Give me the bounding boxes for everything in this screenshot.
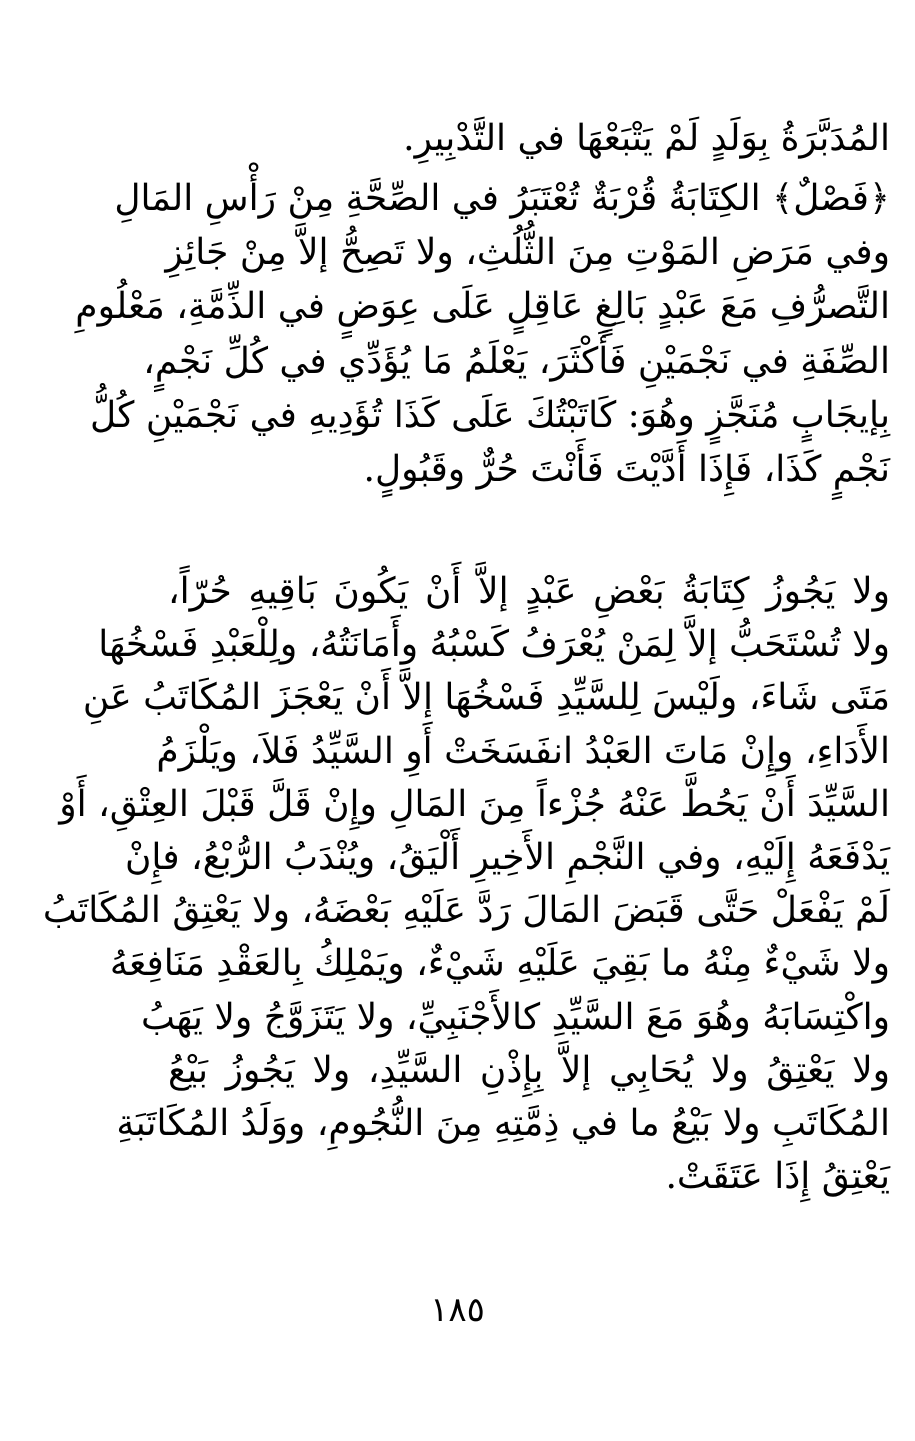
- text-line: التَّصرُّفِ مَعَ عَبْدٍ بَالِغٍ عَاقِلٍ عَلَى عِوَضٍ في الذِّمَّةِ، مَعْلُومِ: [75, 286, 890, 328]
- text-line: ولا يَعْتِقُ ولا يُحَابِي إلاَّ بِإِذْنِ السَّيِّدِ، ولا يَجُوزُ بَيْعُ: [168, 1049, 890, 1091]
- text-line: يَدْفَعَهُ إِلَيْهِ، وفي النَّجْمِ الأَخِيرِ أَلْيَقُ، ويُنْدَبُ الرُّبْعُ، فإِنْ: [124, 836, 890, 878]
- paragraph-rulings: [42, 565, 890, 1203]
- text-line: مَتَى شَاءَ، ولَيْسَ لِلسَّيِّدِ فَسْخُهَا إلاَّ أَنْ يَعْجَزَ المُكَاتَبُ عَنِ: [82, 677, 890, 719]
- text-line: لَمْ يَفْعَلْ حَتَّى قَبَضَ المَالَ رَدَّ عَلَيْهِ بَعْضَهُ، ولا يَعْتِقُ المُكَاتَبُ: [42, 890, 890, 932]
- text-line: المُكَاتَبِ ولا بَيْعُ ما في ذِمَّتِهِ مِنَ النُّجُومِ، ووَلَدُ المُكَاتَبَةِ: [116, 1102, 890, 1144]
- text-line: الأَدَاءِ، وإِنْ مَاتَ العَبْدُ انفَسَخَتْ أَوِ السَّيِّدُ فَلاَ، ويَلْزَمُ: [156, 730, 890, 772]
- text-line: يَعْتِقُ إِذَا عَتَقَتْ.: [665, 1156, 890, 1198]
- paragraph-continuation: [168, 112, 890, 166]
- text-line: ولا شَيْءٌ مِنْهُ ما بَقِيَ عَلَيْهِ شَيْءٌ، ويَمْلِكُ بِالعَقْدِ مَنَافِعَهُ: [109, 943, 890, 985]
- text-line: ولا تُسْتَحَبُّ إلاَّ لِمَنْ يُعْرَفُ كَسْبُهُ وأَمَانَتُهُ، ولِلْعَبْدِ فَسْخُهَا: [98, 624, 890, 666]
- text-line: الصِّفَةِ في نَجْمَيْنِ فَأَكْثَرَ، يَعْلَمُ مَا يُؤَدِّي في كُلِّ نَجْمٍ،: [143, 340, 890, 382]
- text-line: ولا يَجُوزُ كِتَابَةُ بَعْضِ عَبْدٍ إلاَّ أَنْ يَكُونَ بَاقِيهِ حُرّاً،: [168, 571, 890, 612]
- paragraph-section-kitaba: [75, 172, 890, 497]
- text-line: بِإيجَابٍ مُنَجَّزٍ وهُوَ: كَاتَبْتُكَ عَلَى كَذَا تُؤَدِيهِ في نَجْمَيْنِ كُلُّ: [90, 394, 890, 436]
- page-number: ١٨٥: [430, 1290, 485, 1330]
- text-line: واكْتِسَابَهُ وهُوَ مَعَ السَّيِّدِ كالأَجْنَبِيِّ، ولا يَتَزَوَّجُ ولا يَهَبُ: [140, 996, 890, 1038]
- text-line: المُدَبَّرَةُ بِوَلَدٍ لَمْ يَتْبَعْهَا في التَّدْبِيرِ.: [403, 118, 890, 159]
- text-line: نَجْمٍ كَذَا، فَإِذَا أَدَّيْتَ فَأَنْتَ حُرٌّ وقَبُولٍ.: [363, 448, 890, 490]
- text-line: ﴿فَصْلٌ﴾ الكِتَابَةُ قُرْبَةٌ تُعْتَبَرُ في الصِّحَّةِ مِنْ رَأْسِ المَالِ: [114, 178, 890, 219]
- text-line: السَّيِّدَ أَنْ يَحُطَّ عَنْهُ جُزْءاً مِنَ المَالِ وإِنْ قَلَّ قَبْلَ العِتْقِ، أَوْ: [59, 783, 890, 825]
- text-line: وفي مَرَضِ المَوْتِ مِنَ الثُّلُثِ، ولا تَصِحُّ إلاَّ مِنْ جَائِزِ: [165, 232, 890, 274]
